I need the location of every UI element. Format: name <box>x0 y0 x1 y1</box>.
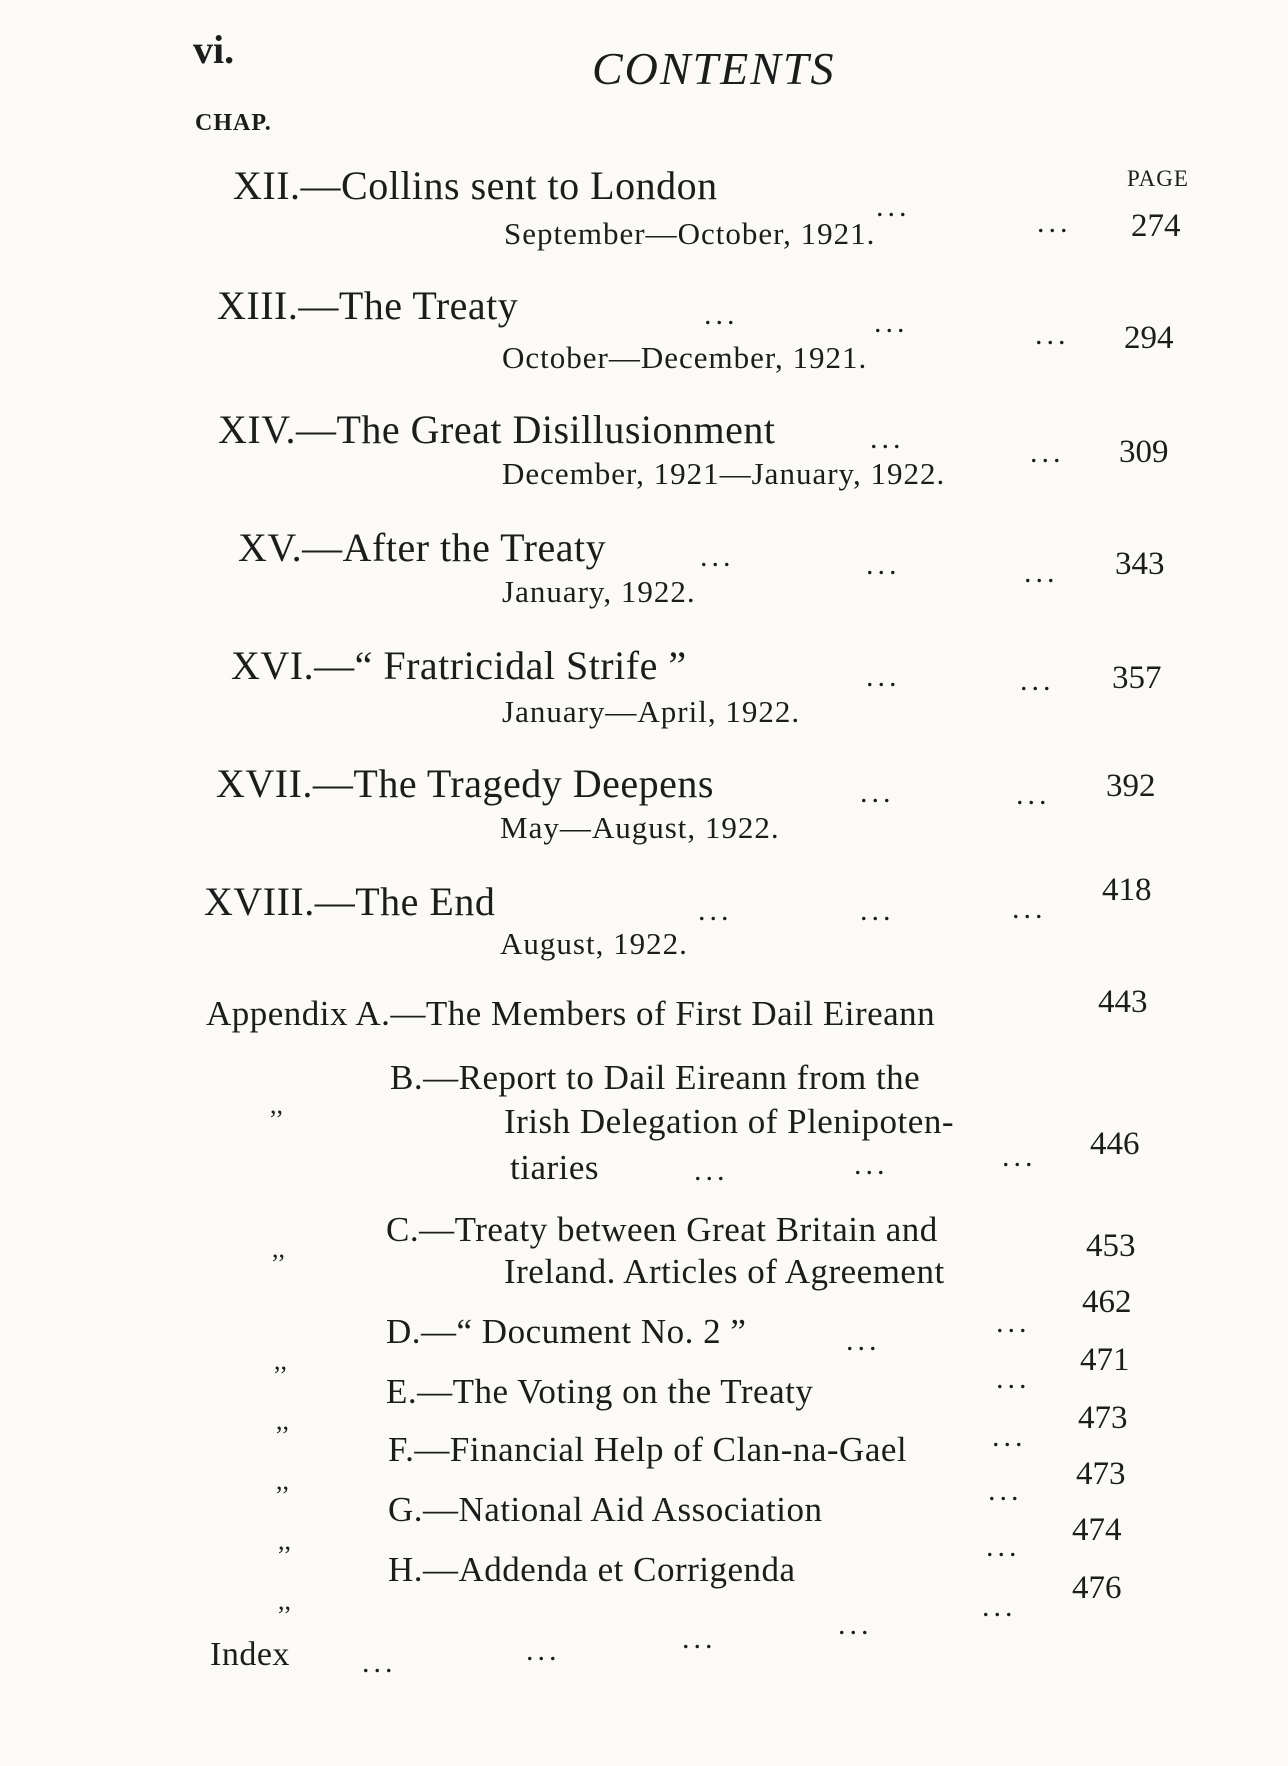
leader-dots: ... <box>854 1148 889 1181</box>
extra-page-number: 476 <box>1072 1570 1122 1606</box>
chapter-xvii-title: XVII.—The Tragedy Deepens <box>216 761 714 806</box>
appendix-d-title: D.—“ Document No. 2 ” <box>386 1312 747 1351</box>
leader-dots: ... <box>874 306 909 339</box>
appendix-b-page: 446 <box>1090 1126 1140 1162</box>
chapter-xiv-date: December, 1921—January, 1922. <box>502 456 946 491</box>
chapter-xiv-page: 309 <box>1119 434 1169 470</box>
appendix-c-line2: Ireland. Articles of Agreement <box>504 1252 945 1291</box>
leader-dots: ... <box>838 1608 873 1641</box>
leader-dots: ... <box>846 1324 881 1357</box>
leader-dots: ... <box>526 1634 561 1667</box>
ditto-mark: ,, <box>278 1586 291 1615</box>
leader-dots: ... <box>1002 1140 1037 1173</box>
ditto-mark: ,, <box>274 1346 287 1375</box>
chap-label: CHAP. <box>195 110 272 136</box>
appendix-f-title: F.—Financial Help of Clan-na-Gael <box>388 1430 908 1469</box>
leader-dots: ... <box>694 1154 729 1187</box>
appendix-b-line3: tiaries <box>510 1148 600 1187</box>
leader-dots: ... <box>1037 206 1072 239</box>
leader-dots: ... <box>988 1474 1023 1507</box>
appendix-c-page: 453 <box>1086 1228 1136 1264</box>
leader-dots: ... <box>1020 664 1055 697</box>
appendix-d-page: 462 <box>1082 1284 1132 1320</box>
chapter-xiii-title: XIII.—The Treaty <box>217 283 519 328</box>
chapter-xvi-page: 357 <box>1112 660 1162 696</box>
chapter-xii-date: September—October, 1921. <box>504 216 876 251</box>
chapter-xiii-page: 294 <box>1124 320 1174 356</box>
appendix-f-page: 473 <box>1078 1400 1128 1436</box>
appendix-h-page: 474 <box>1072 1512 1122 1548</box>
ditto-mark: ,, <box>276 1406 289 1435</box>
leader-dots: ... <box>866 660 901 693</box>
leader-dots: ... <box>704 298 739 331</box>
leader-dots: ... <box>1012 892 1047 925</box>
leader-dots: ... <box>1035 318 1070 351</box>
chapter-xv-date: January, 1922. <box>502 574 696 609</box>
leader-dots: ... <box>860 776 895 809</box>
appendix-a-page: 443 <box>1098 984 1148 1020</box>
appendix-b-line2: Irish Delegation of Plenipoten- <box>504 1102 954 1141</box>
appendix-h-title: H.—Addenda et Corrigenda <box>388 1550 796 1589</box>
leader-dots: ... <box>1024 556 1059 589</box>
chapter-xvii-date: May—August, 1922. <box>500 810 780 845</box>
appendix-g-title: G.—National Aid Association <box>388 1490 823 1529</box>
leader-dots: ... <box>982 1590 1017 1623</box>
appendix-g-page: 473 <box>1076 1456 1126 1492</box>
leader-dots: ... <box>866 548 901 581</box>
leader-dots: ... <box>986 1530 1021 1563</box>
leader-dots: ... <box>860 894 895 927</box>
appendix-a-title: Appendix A.—The Members of First Dail Eireann <box>206 994 936 1033</box>
chapter-xii-page: 274 <box>1131 208 1181 244</box>
leader-dots: ... <box>870 422 905 455</box>
leader-dots: ... <box>996 1362 1031 1395</box>
page-number: vi. <box>193 27 235 72</box>
leader-dots: ... <box>682 1622 717 1655</box>
chapter-xviii-title: XVIII.—The End <box>204 879 496 924</box>
chapter-xiii-date: October—December, 1921. <box>502 340 868 375</box>
chapter-xviii-page: 418 <box>1102 872 1152 908</box>
leader-dots: ... <box>698 894 733 927</box>
chapter-xviii-date: August, 1922. <box>500 926 688 961</box>
index-title: Index <box>210 1636 290 1673</box>
leader-dots: ... <box>700 540 735 573</box>
leader-dots: ... <box>992 1420 1027 1453</box>
chapter-xv-title: XV.—After the Treaty <box>238 525 607 570</box>
leader-dots: ... <box>996 1306 1031 1339</box>
ditto-mark: ,, <box>276 1466 289 1495</box>
chapter-xvi-title: XVI.—“ Fratricidal Strife ” <box>231 643 687 688</box>
leader-dots: ... <box>1016 778 1051 811</box>
chapter-xiv-title: XIV.—The Great Disillusionment <box>218 407 776 452</box>
appendix-e-page: 471 <box>1080 1342 1130 1378</box>
ditto-mark: ,, <box>272 1234 285 1263</box>
chapter-xvi-date: January—April, 1922. <box>502 694 801 729</box>
appendix-e-title: E.—The Voting on the Treaty <box>386 1372 814 1411</box>
leader-dots: ... <box>876 190 911 223</box>
ditto-mark: ,, <box>278 1526 291 1555</box>
leader-dots: ... <box>362 1646 397 1679</box>
page-title: CONTENTS <box>592 43 836 94</box>
appendix-b-title: B.—Report to Dail Eireann from the <box>390 1058 921 1097</box>
chapter-xii-title: XII.—Collins sent to London <box>233 163 718 208</box>
appendix-c-title: C.—Treaty between Great Britain and <box>386 1210 938 1249</box>
chapter-xv-page: 343 <box>1115 546 1165 582</box>
chapter-xvii-page: 392 <box>1106 768 1156 804</box>
ditto-mark: ,, <box>270 1090 283 1119</box>
leader-dots: ... <box>1030 436 1065 469</box>
page-column-label: PAGE <box>1127 166 1189 191</box>
